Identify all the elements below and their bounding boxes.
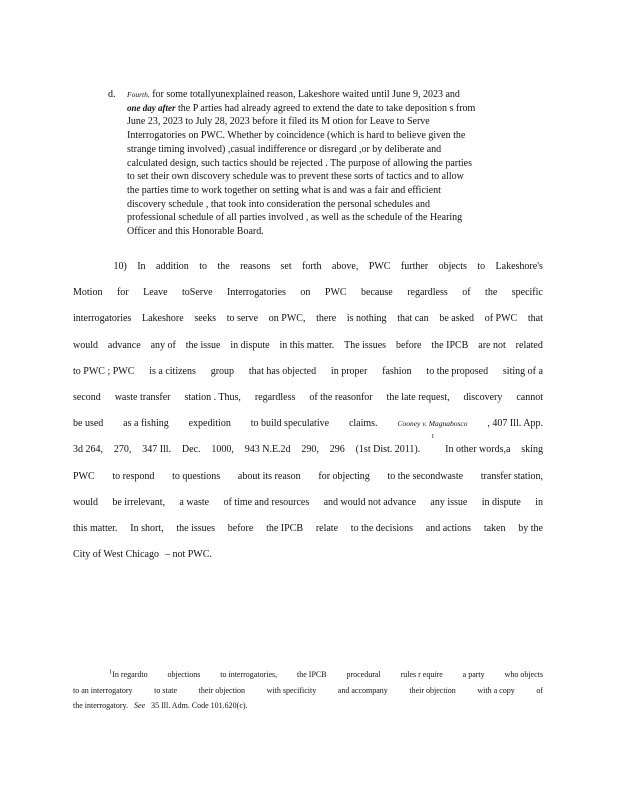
word: to the proposed bbox=[426, 365, 489, 377]
word: and actions bbox=[425, 523, 472, 535]
word: to bbox=[199, 261, 207, 272]
word: above, bbox=[331, 261, 359, 272]
word: a party bbox=[462, 670, 485, 679]
word: City of West Chicago bbox=[73, 549, 159, 561]
word: toServe bbox=[182, 287, 213, 299]
list-item-text bbox=[127, 88, 542, 239]
word: 3d 264, bbox=[73, 444, 103, 456]
paragraph-line bbox=[73, 359, 543, 385]
word: by the bbox=[518, 523, 543, 535]
word: seeks bbox=[194, 313, 217, 325]
paragraph-line bbox=[73, 385, 543, 411]
footnote bbox=[73, 667, 543, 714]
paragraph-line bbox=[73, 464, 543, 490]
word: for objecting bbox=[318, 470, 370, 482]
word: that bbox=[527, 313, 543, 325]
word: be used bbox=[73, 418, 104, 430]
word: expedition bbox=[188, 418, 231, 430]
word: that has objected bbox=[248, 365, 317, 377]
word: PWC bbox=[368, 261, 391, 272]
word: the issues bbox=[176, 523, 215, 535]
word: further bbox=[400, 261, 429, 272]
word: interrogatories bbox=[73, 313, 132, 325]
italic-word: Fourth, bbox=[127, 90, 150, 99]
word: for bbox=[116, 287, 129, 299]
paragraph-10 bbox=[73, 254, 543, 568]
word: who objects bbox=[504, 670, 543, 679]
word: 296 bbox=[329, 444, 345, 456]
word: 943 N.E.2d bbox=[244, 444, 291, 456]
word: 35 Ill. Adm. Code 101.620(c). bbox=[151, 701, 248, 710]
word: objections bbox=[167, 670, 201, 679]
word: with a copy bbox=[477, 685, 515, 695]
text-line: Interrogatories on PWC. Whether by coincidence (which is hard to believe given the bbox=[127, 130, 466, 142]
word: of the reasonfor bbox=[309, 392, 373, 404]
word: before bbox=[227, 523, 254, 535]
word: to serve bbox=[226, 313, 259, 325]
line-text: for some totallyunexplained reason, Lakeshore waited until June 9, 2023 and bbox=[149, 89, 460, 100]
word: siting of a bbox=[502, 365, 543, 377]
word: there bbox=[316, 313, 337, 325]
word: In short, bbox=[130, 523, 164, 535]
text-line bbox=[127, 88, 542, 102]
word: because bbox=[361, 287, 393, 299]
word: , 407 Ill. App. bbox=[487, 418, 543, 430]
paragraph-line bbox=[73, 433, 543, 463]
word: in proper bbox=[330, 365, 368, 377]
word: to build speculative bbox=[250, 418, 330, 430]
paragraph-line bbox=[73, 516, 543, 542]
word: to an interrogatory bbox=[73, 685, 133, 695]
word: any issue bbox=[430, 496, 468, 508]
word: to interrogatories, bbox=[220, 670, 278, 679]
footnote-line bbox=[73, 683, 543, 699]
word: is a citizens bbox=[149, 365, 196, 377]
word: taken bbox=[483, 523, 506, 535]
word: and would not advance bbox=[323, 496, 417, 508]
paragraph-line bbox=[73, 490, 543, 516]
word: to the secondwaste bbox=[387, 470, 464, 482]
word: about its reason bbox=[237, 470, 301, 482]
word: are not bbox=[478, 339, 506, 351]
word: the bbox=[485, 287, 498, 299]
word: a waste bbox=[179, 496, 210, 508]
word: of bbox=[462, 287, 471, 299]
word: In bbox=[137, 261, 146, 272]
word: in dispute bbox=[230, 339, 270, 351]
word: and accompany bbox=[337, 685, 388, 695]
word: objects bbox=[438, 261, 467, 272]
word: fashion bbox=[382, 365, 412, 377]
emphasis-phrase: one day after bbox=[127, 102, 176, 113]
word: sking bbox=[521, 444, 543, 456]
word: procedural bbox=[346, 670, 381, 679]
word: 10) bbox=[113, 261, 127, 272]
word: the bbox=[217, 261, 230, 272]
word: discovery bbox=[463, 392, 503, 404]
word: to respond bbox=[112, 470, 155, 482]
word: Motion bbox=[73, 287, 103, 299]
word: Lakeshore's bbox=[495, 261, 543, 272]
word: Interrogatories bbox=[227, 287, 286, 299]
word: (1st Dist. 2011). bbox=[355, 444, 421, 456]
word: in this matter. bbox=[279, 339, 335, 351]
word: the IPCB bbox=[431, 339, 469, 351]
word: addition bbox=[156, 261, 189, 272]
word: specific bbox=[511, 287, 543, 299]
word: in bbox=[535, 496, 543, 508]
word: 347 Ill. bbox=[142, 444, 172, 456]
word: their objection bbox=[409, 685, 456, 695]
word: second bbox=[73, 392, 101, 404]
word: 290, bbox=[301, 444, 319, 456]
word: their objection bbox=[198, 685, 246, 695]
word: as a fishing bbox=[123, 418, 169, 430]
case-citation: Cooney v. Magnabosco bbox=[397, 419, 468, 429]
word: the issue bbox=[185, 339, 221, 351]
word: the IPCB bbox=[297, 670, 327, 679]
word: to state bbox=[154, 685, 178, 695]
word: station . Thus, bbox=[184, 392, 241, 404]
list-item-d bbox=[108, 88, 542, 239]
list-item-label: d. bbox=[108, 89, 116, 100]
footnote-line bbox=[73, 698, 543, 714]
word: to questions bbox=[172, 470, 221, 482]
paragraph-line bbox=[73, 333, 543, 359]
word: in dispute bbox=[481, 496, 521, 508]
word: the IPCB bbox=[266, 523, 304, 535]
word: of time and resources bbox=[223, 496, 310, 508]
word: In other words,a bbox=[445, 444, 511, 456]
word: group bbox=[210, 365, 235, 377]
word: to the decisions bbox=[350, 523, 414, 535]
word: any of bbox=[150, 339, 176, 351]
word: this matter. bbox=[73, 523, 118, 535]
word: the late request, bbox=[386, 392, 450, 404]
word: The issues bbox=[344, 339, 387, 351]
word: before bbox=[395, 339, 422, 351]
paragraph-line bbox=[73, 254, 543, 280]
text-line: discovery schedule , that took into consideration the personal schedules and bbox=[127, 198, 430, 210]
word: that can bbox=[397, 313, 429, 325]
paragraph-line bbox=[73, 411, 543, 437]
footnote-line bbox=[73, 667, 543, 683]
word: In regardto bbox=[112, 670, 148, 679]
word: reasons bbox=[240, 261, 271, 272]
text-line: June 23, 2023 to July 28, 2023 before it filed its M otion for Leave to Serve bbox=[127, 116, 430, 128]
word: to bbox=[477, 261, 486, 272]
word: transfer station, bbox=[480, 470, 543, 482]
word: relate bbox=[315, 523, 339, 535]
word: set bbox=[280, 261, 292, 272]
word: with specificity bbox=[266, 685, 317, 695]
word: would bbox=[73, 339, 98, 351]
paragraph-line bbox=[73, 306, 543, 332]
word: be irrelevant, bbox=[112, 496, 166, 508]
word: of PWC bbox=[484, 313, 518, 325]
text-line: professional schedule of all parties involved , as well as the schedule of the Hearing bbox=[127, 212, 463, 224]
word: be asked bbox=[439, 313, 475, 325]
word: regardless bbox=[407, 287, 448, 299]
word: rules r equire bbox=[400, 670, 443, 679]
word: related bbox=[515, 339, 543, 351]
footnote-number: 1 bbox=[109, 668, 113, 676]
paragraph-line bbox=[73, 280, 543, 306]
word: – not PWC. bbox=[164, 549, 212, 561]
word: 270, bbox=[113, 444, 132, 456]
word: advance bbox=[107, 339, 141, 351]
word: Lakeshore bbox=[142, 313, 184, 325]
word: PWC bbox=[73, 470, 95, 482]
indent bbox=[73, 254, 103, 280]
word: 1000, bbox=[211, 444, 234, 456]
word: of bbox=[536, 685, 543, 695]
text-line bbox=[127, 102, 542, 116]
word: the interrogatory. bbox=[73, 701, 129, 710]
text-line: to set their own discovery schedule was to prevent these sorts of tactics and to allow bbox=[127, 171, 464, 183]
footnote-lead bbox=[109, 667, 148, 683]
text-line: the parties time to work together on setting what is and was a fair and efficient bbox=[127, 184, 441, 196]
word: forth bbox=[302, 261, 322, 272]
text-line: strange timing involved) ,casual indifference or disregard ,or by deliberate and bbox=[127, 143, 442, 155]
word: waste transfer bbox=[114, 392, 171, 404]
word: is nothing bbox=[346, 313, 387, 325]
text-line: calculated design, such tactics should be rejected . The purpose of allowing the parties bbox=[127, 157, 472, 169]
see-signal: See bbox=[134, 701, 146, 710]
line-text: the P arties had already agreed to extend the date to take deposition s from bbox=[175, 102, 476, 114]
footnote-reference: 1 bbox=[431, 433, 435, 441]
word: Dec. bbox=[181, 444, 201, 456]
word: regardless bbox=[254, 392, 296, 404]
word: Leave bbox=[143, 287, 168, 299]
word: on PWC, bbox=[268, 313, 306, 325]
word: would bbox=[73, 496, 98, 508]
word: cannot bbox=[516, 392, 543, 404]
word: to PWC ; PWC bbox=[73, 365, 135, 377]
text-line: Officer and this Honorable Board. bbox=[127, 226, 264, 238]
word: claims. bbox=[348, 418, 378, 430]
word: on bbox=[300, 287, 311, 299]
paragraph-line bbox=[73, 542, 543, 568]
word: PWC bbox=[324, 287, 347, 299]
